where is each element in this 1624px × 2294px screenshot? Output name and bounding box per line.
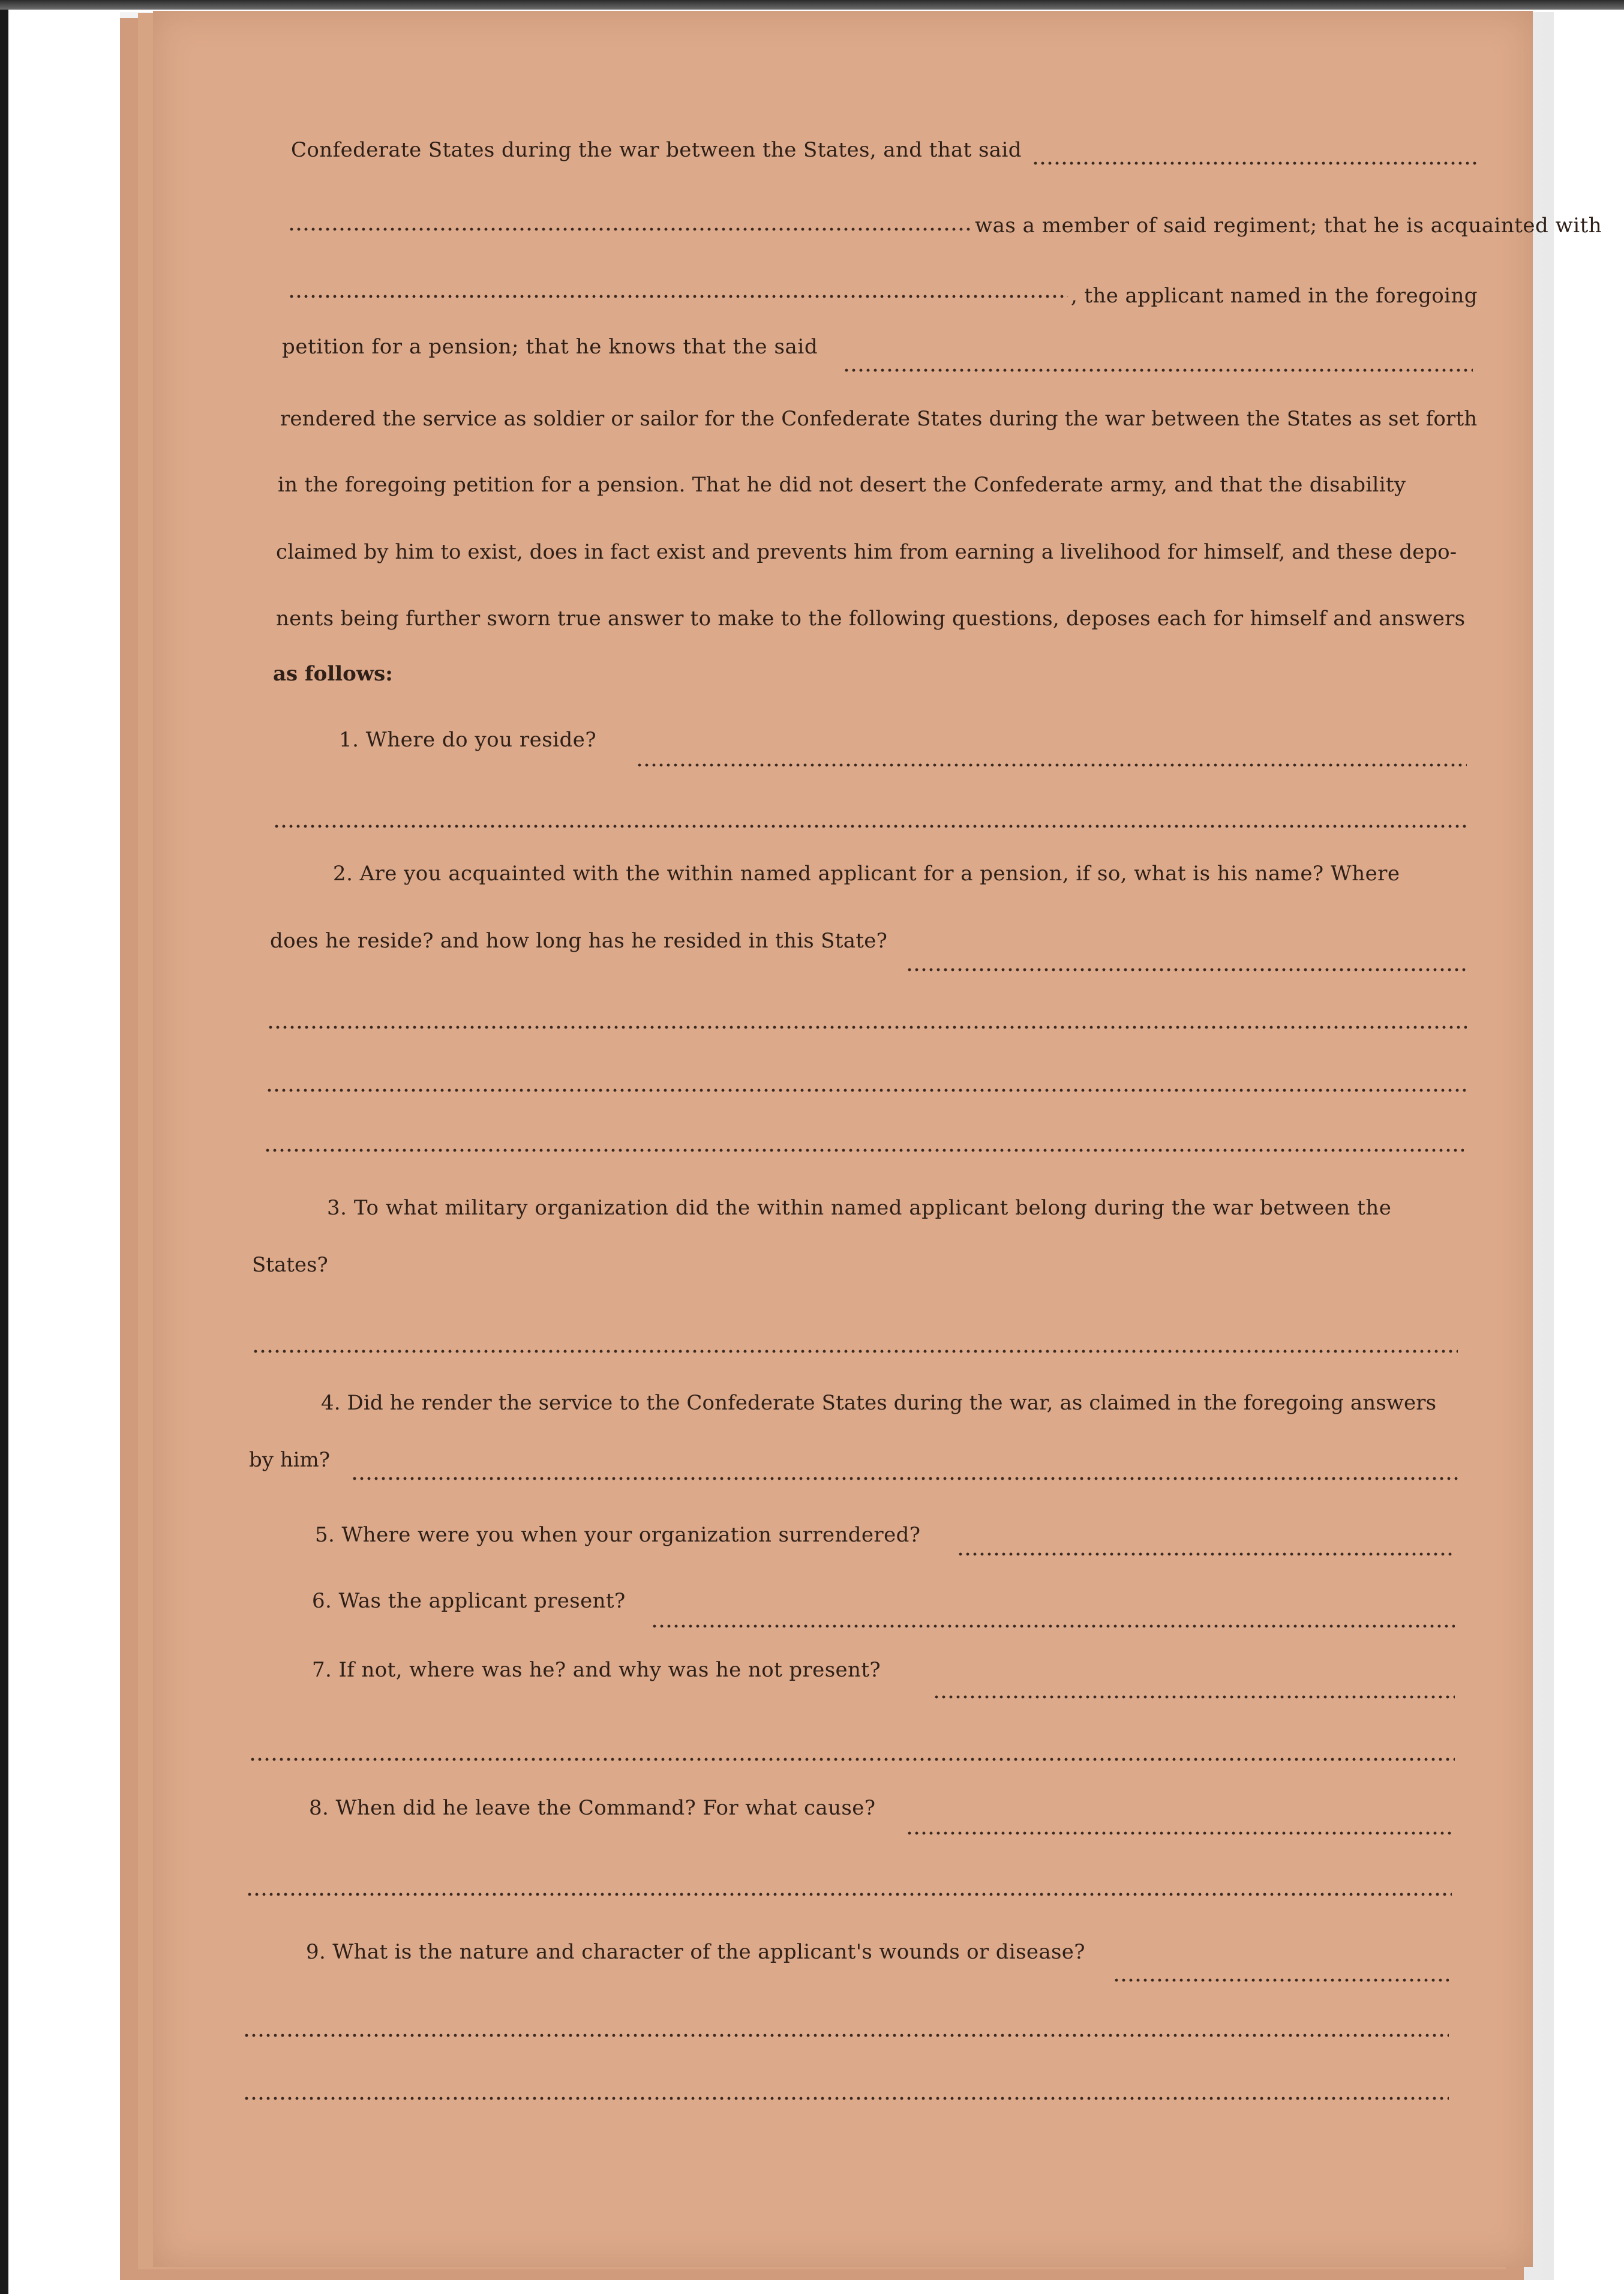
- fill-in-line: [843, 351, 1473, 375]
- question-6-text: 6. Was the applicant present?: [312, 1589, 626, 1613]
- text-line-4: petition for a pension; that he knows that the said: [282, 335, 818, 359]
- text-line-8: nents being further sworn true answer to make to the following questions, deposes each for himself and answers: [276, 607, 1466, 631]
- document-page: [153, 11, 1602, 2267]
- answer-line: [1113, 1961, 1449, 1985]
- fill-in-line: [288, 210, 972, 234]
- answer-line: [249, 1739, 1455, 1765]
- text-line-2: was a member of said regiment; that he is acquainted with: [975, 214, 1602, 238]
- scan-border-left: [0, 0, 8, 2294]
- question-9-text: 9. What is the nature and character of the applicant's wounds or disease?: [306, 1940, 1085, 1964]
- answer-line: [351, 1459, 1458, 1483]
- answer-line: [933, 1678, 1455, 1702]
- answer-line: [246, 1874, 1452, 1900]
- answer-line: [243, 2078, 1449, 2104]
- answer-line: [243, 2015, 1449, 2041]
- fill-in-line: [1032, 144, 1479, 168]
- answer-line: [267, 1007, 1467, 1033]
- text-line-5: rendered the service as soldier or sailor for the Confederate States during the war between the States as set forth: [280, 407, 1478, 431]
- answer-line: [906, 1814, 1452, 1838]
- text-line-7: claimed by him to exist, does in fact exist and prevents him from earning a livelihood for himself, and these depo-: [276, 540, 1457, 564]
- text-line-1: Confederate States during the war between the States, and that said: [291, 138, 1022, 162]
- question-3-text: 3. To what military organization did the within named applicant belong during the war between the: [327, 1196, 1392, 1220]
- answer-line: [266, 1070, 1466, 1096]
- question-7-text: 7. If not, where was he? and why was he not present?: [312, 1658, 881, 1682]
- answer-line: [957, 1535, 1455, 1559]
- question-2-text-cont: does he reside? and how long has he resided in this State?: [270, 929, 888, 953]
- question-8-text: 8. When did he leave the Command? For what cause?: [309, 1796, 876, 1820]
- text-line-9: as follows:: [273, 662, 393, 686]
- answer-line: [906, 950, 1467, 974]
- fill-in-line: [288, 277, 1068, 301]
- question-4-text-cont: by him?: [249, 1448, 331, 1472]
- question-2-text: 2. Are you acquainted with the within named applicant for a pension, if so, what is his name? Where: [333, 862, 1400, 886]
- question-4-text: 4. Did he render the service to the Confederate States during the war, as claimed in the foregoing answers: [321, 1391, 1437, 1415]
- question-3-text-cont: States?: [252, 1253, 328, 1277]
- answer-line: [252, 1331, 1458, 1357]
- answer-line: [636, 746, 1467, 770]
- scan-border-top: [0, 0, 1624, 10]
- answer-line: [264, 1130, 1464, 1156]
- question-5-text: 5. Where were you when your organization surrendered?: [315, 1523, 921, 1547]
- text-line-6: in the foregoing petition for a pension. That he did not desert the Confederate army, and that the disability: [278, 473, 1406, 497]
- pension-affidavit-text: [153, 11, 1602, 2267]
- question-1-text: 1. Where do you reside?: [339, 728, 597, 752]
- answer-line: [651, 1607, 1455, 1631]
- text-line-3: , the applicant named in the foregoing: [1071, 284, 1478, 308]
- answer-line: [273, 806, 1467, 832]
